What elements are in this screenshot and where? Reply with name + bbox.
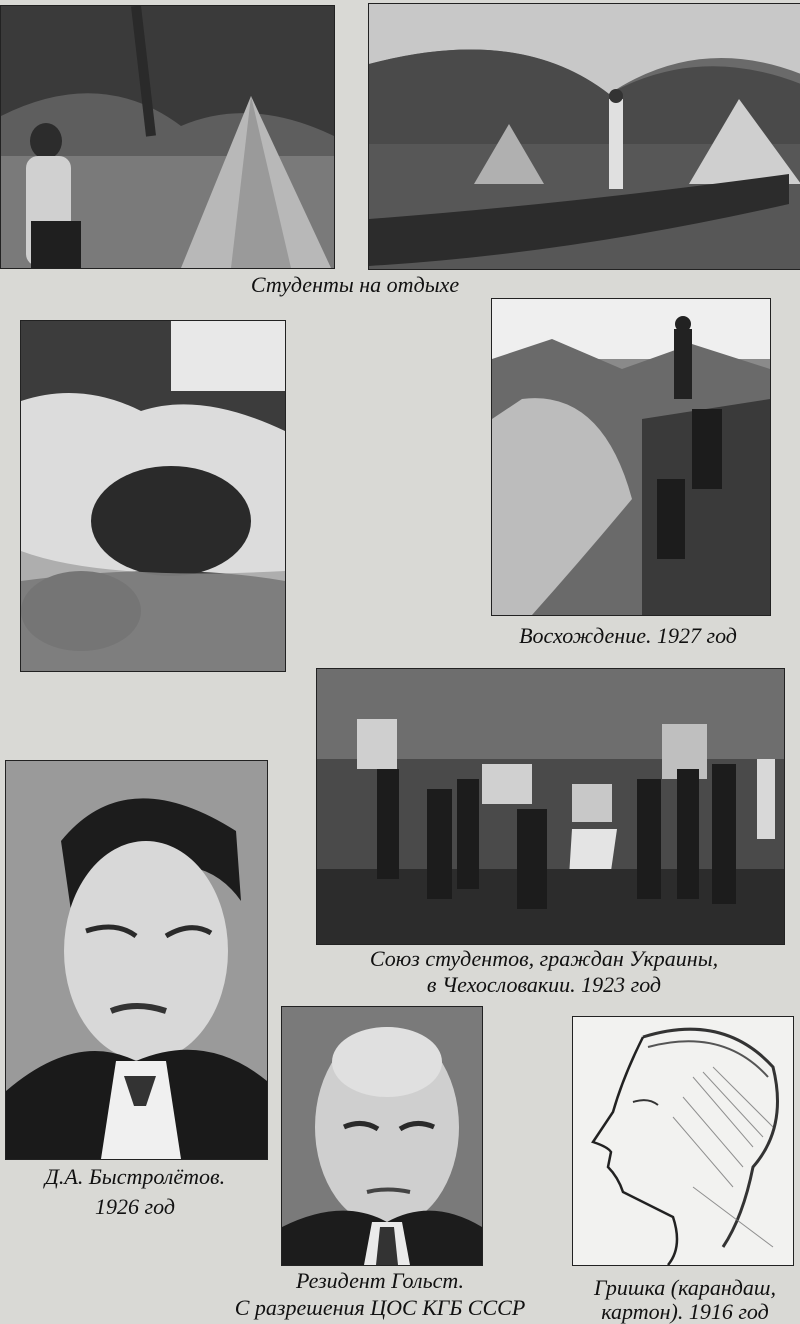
caption-union-line1: Союз студентов, граждан Украины, bbox=[369, 946, 719, 971]
caption-union-line2: в Чехословакии. 1923 год bbox=[426, 972, 662, 997]
photo-students-camp-left bbox=[0, 5, 335, 269]
caption-bystrolyotov-line1: Д.А. Быстролётов. bbox=[44, 1164, 226, 1189]
caption-grishka-line1: Гришка (карандаш, bbox=[594, 1275, 776, 1300]
photo-grishka-sketch bbox=[572, 1016, 794, 1266]
caption-ascent: Восхождение. 1927 год bbox=[519, 623, 737, 648]
photo-portrait-golst bbox=[281, 1006, 483, 1266]
caption-golst-line2: С разрешения ЦОС КГБ СССР bbox=[234, 1295, 526, 1320]
photo-student-union bbox=[316, 668, 785, 945]
photo-waterfall bbox=[20, 320, 286, 672]
caption-grishka-line2: картон). 1916 год bbox=[601, 1299, 769, 1324]
photo-ascent bbox=[491, 298, 771, 616]
caption-students-rest: Студенты на отдыхе bbox=[250, 272, 460, 297]
photo-students-canoe bbox=[368, 3, 800, 270]
photo-portrait-bystrolyotov bbox=[5, 760, 268, 1160]
caption-golst-line1: Резидент Гольст. bbox=[295, 1268, 465, 1293]
caption-bystrolyotov-line2: 1926 год bbox=[95, 1194, 175, 1219]
